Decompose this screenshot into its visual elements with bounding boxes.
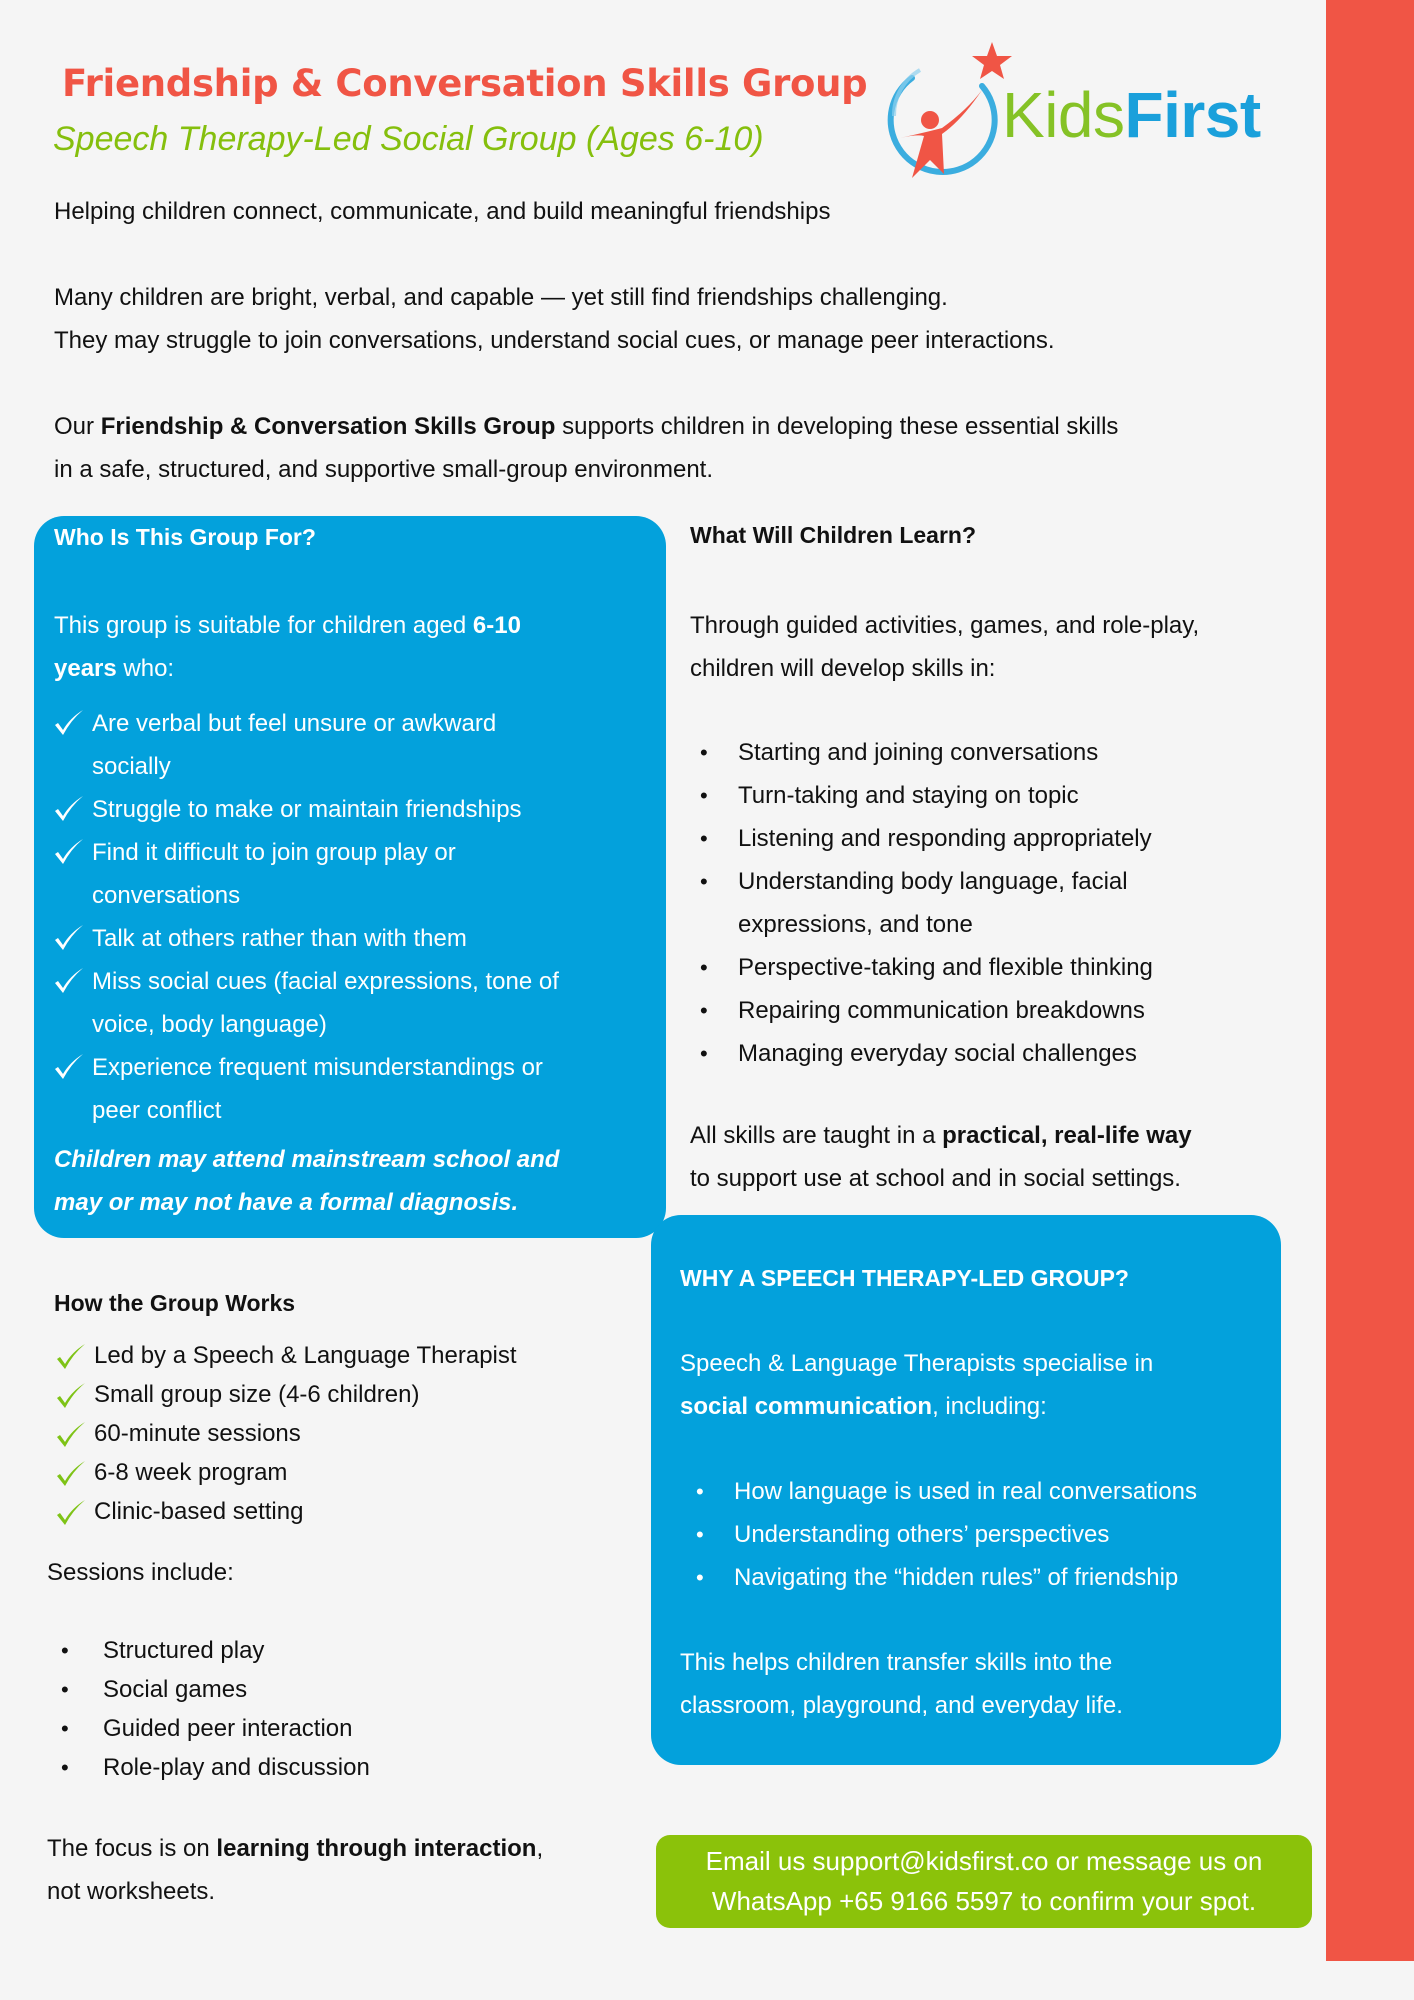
- learn-skill-item: • Repairing communication breakdowns: [690, 989, 1310, 1032]
- page-subtitle: Speech Therapy-Led Social Group (Ages 6-10): [53, 120, 764, 158]
- who-for-list: [52, 702, 652, 1132]
- learn-skill-item: • Turn-taking and staying on topic: [690, 774, 1310, 817]
- kidsfirst-logo: [872, 38, 1312, 178]
- who-for-item: Miss social cues (facial expressions, tone of voice, body language): [52, 960, 652, 1046]
- checkmark-icon: [54, 1381, 86, 1413]
- bullet-icon: •: [696, 1565, 704, 1590]
- sessions-include-label: Sessions include:: [47, 1559, 234, 1586]
- intro-paragraph-2: Our Friendship & Conversation Skills Group supports children in developing these essential skills in a safe, structured, and supportive small-group environment.: [54, 413, 1119, 483]
- checkmark-icon: [52, 837, 84, 869]
- focus-statement: The focus is on learning through interaction, not worksheets.: [47, 1835, 544, 1905]
- page-title: Friendship & Conversation Skills Group: [62, 62, 868, 105]
- bullet-icon: •: [700, 869, 708, 894]
- learn-skill-item: • Managing everyday social challenges: [690, 1032, 1310, 1075]
- who-for-item: Experience frequent misunderstandings or peer conflict: [52, 1046, 652, 1132]
- who-for-lead: This group is suitable for children aged 6-10 years who:: [54, 612, 521, 682]
- bullet-icon: •: [61, 1716, 69, 1741]
- cta-line-1: Email us support@kidsfirst.co or message us on: [705, 1846, 1263, 1876]
- bullet-icon: •: [700, 826, 708, 851]
- contact-cta-banner: [656, 1835, 1312, 1928]
- checkmark-icon: [52, 923, 84, 955]
- sessions-list: [47, 1631, 627, 1787]
- why-item: • Understanding others’ perspectives: [680, 1513, 1280, 1556]
- bullet-icon: •: [696, 1522, 704, 1547]
- checkmark-icon: [52, 794, 84, 826]
- bullet-icon: •: [61, 1677, 69, 1702]
- intro-tagline: Helping children connect, communicate, and build meaningful friendships: [54, 198, 831, 225]
- bullet-icon: •: [700, 955, 708, 980]
- learn-closing: All skills are taught in a practical, real-life way to support use at school and in social settings.: [690, 1122, 1192, 1192]
- bullet-icon: •: [700, 998, 708, 1023]
- bullet-icon: •: [700, 740, 708, 765]
- checkmark-icon: [54, 1342, 86, 1374]
- intro-paragraph-1: Many children are bright, verbal, and capable — yet still find friendships challenging. They may struggle to join conversations, understand social cues, or manage peer interactions.: [54, 284, 1055, 354]
- how-works-item: 6-8 week program: [54, 1453, 634, 1492]
- session-item: • Guided peer interaction: [47, 1709, 627, 1748]
- why-closing: This helps children transfer skills into the classroom, playground, and everyday life.: [680, 1649, 1123, 1719]
- bullet-icon: •: [61, 1755, 69, 1780]
- learn-lead: Through guided activities, games, and role-play, children will develop skills in:: [690, 612, 1200, 682]
- how-works-list: [54, 1336, 634, 1531]
- bullet-icon: •: [700, 783, 708, 808]
- who-for-item: Struggle to make or maintain friendships: [52, 788, 652, 831]
- session-item: • Structured play: [47, 1631, 627, 1670]
- bullet-icon: •: [696, 1479, 704, 1504]
- checkmark-icon: [52, 1052, 84, 1084]
- session-item: • Social games: [47, 1670, 627, 1709]
- why-item: • Navigating the “hidden rules” of friendship: [680, 1556, 1280, 1599]
- cta-line-2: WhatsApp +65 9166 5597 to confirm your spot.: [711, 1886, 1257, 1916]
- checkmark-icon: [54, 1459, 86, 1491]
- who-for-item: Are verbal but feel unsure or awkward socially: [52, 702, 652, 788]
- learn-skill-item: • Starting and joining conversations: [690, 731, 1310, 774]
- why-lead: Speech & Language Therapists specialise in social communication, including:: [680, 1350, 1154, 1420]
- checkmark-icon: [54, 1420, 86, 1452]
- learn-skill-item: • Listening and responding appropriately: [690, 817, 1310, 860]
- why-speech-therapy-card: [651, 1215, 1281, 1765]
- logo-wordmark: KidsFirst: [1002, 79, 1261, 151]
- learn-skills-list: [690, 731, 1310, 1075]
- how-works-heading: How the Group Works: [54, 1290, 296, 1316]
- how-works-item: Clinic-based setting: [54, 1492, 634, 1531]
- who-for-item: Talk at others rather than with them: [52, 917, 652, 960]
- checkmark-icon: [52, 966, 84, 998]
- checkmark-icon: [54, 1498, 86, 1530]
- why-heading: WHY A SPEECH THERAPY-LED GROUP?: [680, 1265, 1129, 1291]
- who-for-card: [34, 516, 666, 1238]
- who-for-item: Find it difficult to join group play or conversations: [52, 831, 652, 917]
- checkmark-icon: [52, 708, 84, 740]
- decorative-side-stripe: [1326, 0, 1414, 1961]
- learn-skill-item: • Understanding body language, facial expressions, and tone: [690, 860, 1310, 946]
- why-list: [680, 1470, 1280, 1599]
- why-item: • How language is used in real conversations: [680, 1470, 1280, 1513]
- how-works-item: Led by a Speech & Language Therapist: [54, 1336, 634, 1375]
- bullet-icon: •: [700, 1041, 708, 1066]
- how-works-item: 60-minute sessions: [54, 1414, 634, 1453]
- bullet-icon: •: [61, 1638, 69, 1663]
- child-reaching-star-icon: [872, 38, 1012, 178]
- learn-skill-item: • Perspective-taking and flexible thinking: [690, 946, 1310, 989]
- session-item: • Role-play and discussion: [47, 1748, 627, 1787]
- how-works-item: Small group size (4-6 children): [54, 1375, 634, 1414]
- diagnosis-note: Children may attend mainstream school and may or may not have a formal diagnosis.: [54, 1146, 560, 1216]
- who-for-heading: Who Is This Group For?: [54, 524, 316, 550]
- learn-heading: What Will Children Learn?: [690, 522, 977, 548]
